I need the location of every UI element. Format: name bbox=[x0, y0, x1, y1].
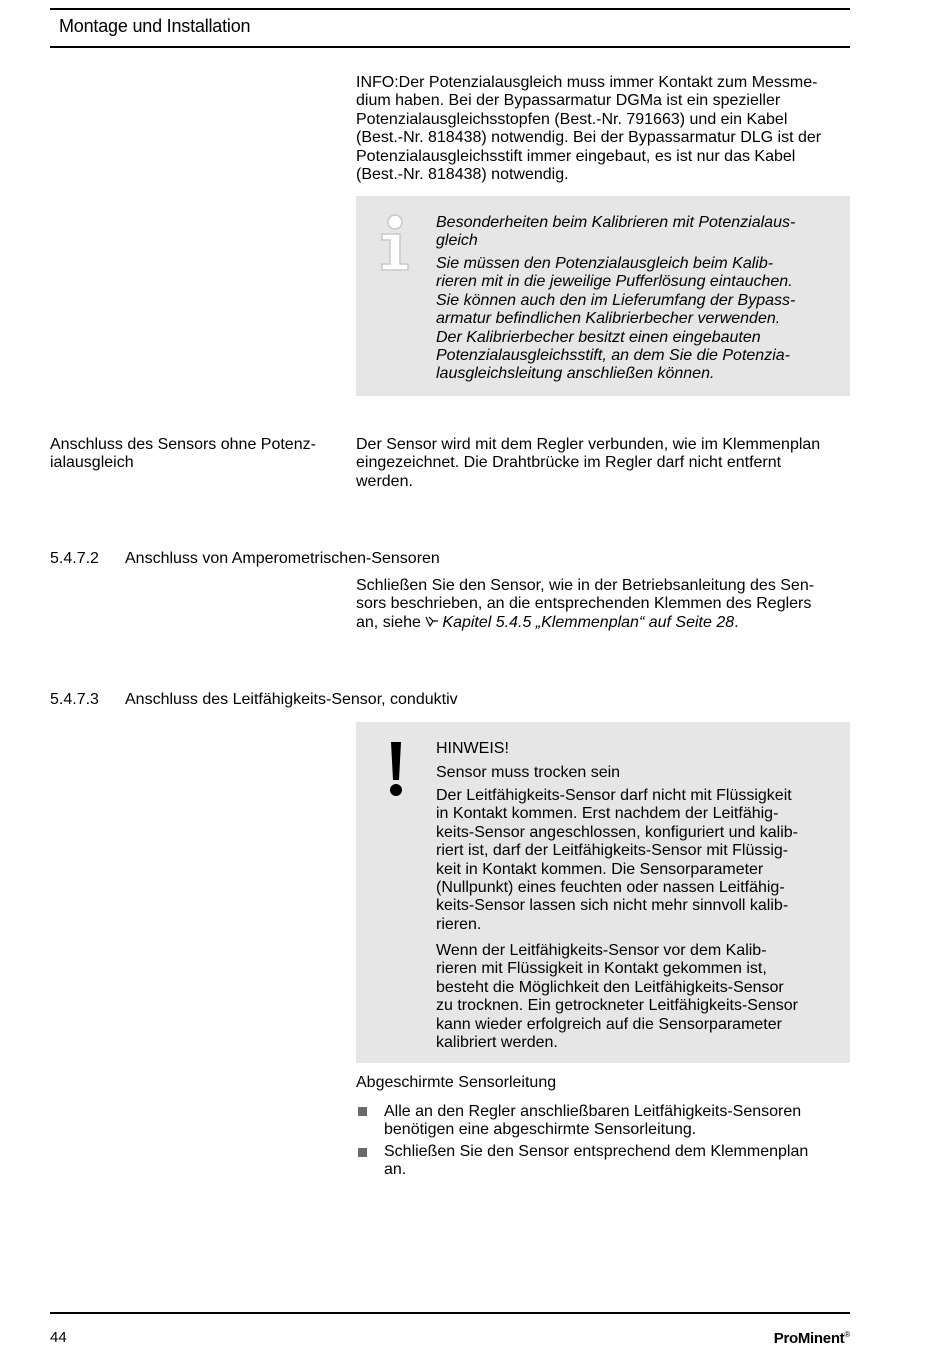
section-5472-line-3 bbox=[356, 614, 850, 632]
section-5472-line-1: Schließen Sie den Sensor, wie in der Betriebsanleitung des Sen- bbox=[356, 577, 815, 594]
shielded-item-1: Alle an den Regler anschließbaren Leitfähigkeits-Sensoren benötigen eine abgeschirmte Sensorleitung. bbox=[384, 1103, 802, 1139]
section-5472-line-2: sors beschrieben, an die entsprechenden Klemmen des Reglers bbox=[356, 595, 812, 613]
brand-logo bbox=[774, 1330, 850, 1347]
section-5472-title: Anschluss von Amperometrischen-Sensoren bbox=[125, 550, 440, 567]
shielded-title: Abgeschirmte Sensorleitung bbox=[356, 1074, 557, 1091]
page-number: 44 bbox=[50, 1329, 67, 1346]
header-top-rule bbox=[50, 8, 850, 10]
info-label: INFO: bbox=[356, 74, 399, 91]
notice-paragraph-1: Der Leitfähigkeits-Sensor darf nicht mit Flüssigkeit in Kontakt kommen. Erst nachdem der Leitfähig- keits-Sensor angeschlossen, konfiguriert und kalib- riert ist, darf der Leitfähigkeits-Sensor mit Flüssig- keit in Kontakt kommen. Die Sensorparameter (Nullpunkt) eines feuchten oder nassen Leitfähig- keits-Sensor lassen sich nicht mehr sinnvoll kalib- rieren. bbox=[436, 787, 798, 933]
notice-subheading: Sensor muss trocken sein bbox=[436, 764, 621, 781]
exclamation-icon bbox=[388, 742, 404, 798]
header-bottom-rule bbox=[50, 46, 850, 48]
link-arrow-icon bbox=[425, 615, 439, 628]
bullet-1 bbox=[358, 1107, 367, 1116]
info-text: Der Potenzialausgleich muss immer Kontakt zum Messme- dium haben. Bei der Bypassarmatur DGMa ist ein spezieller Potenzialausgleichsstopfen (Best.-Nr. 791663) und ein Kabel (Best.-Nr. 818438) notwendig. Bei der Bypassarmatur DLG ist der Potenzialausgleichsstift immer eingebaut, es ist nur das Kabel (Best.-Nr. 818438) notwendig. bbox=[356, 74, 822, 184]
info-paragraph bbox=[356, 74, 850, 184]
bullet-2 bbox=[358, 1148, 367, 1157]
info-box-title: Besonderheiten beim Kalibrieren mit Potenzialaus- gleich bbox=[436, 214, 796, 250]
page-header-title: Montage und Installation bbox=[59, 16, 251, 36]
section-5473-title: Anschluss des Leitfähigkeits-Sensor, conduktiv bbox=[125, 691, 458, 708]
info-box-body: Sie müssen den Potenzialausgleich beim Kalib- rieren mit in die jeweilige Pufferlösung eintauchen. Sie können auch den im Lieferumfang der Bypass- armatur befindlichen Kalibrierbecher verwenden. Der Kalibrierbecher besitzt einen eingebauten Potenzialausgleichsstift, an dem Sie die Potenzia- lausgleichsleitung anschließen können. bbox=[436, 255, 796, 383]
footer-rule bbox=[50, 1312, 850, 1314]
calibration-info-box bbox=[356, 196, 850, 396]
section-5472-line-3-suffix: . bbox=[734, 613, 739, 631]
brand-registered-mark: ® bbox=[844, 1330, 850, 1339]
info-icon bbox=[378, 214, 412, 272]
brand-name: ProMinent bbox=[773, 1330, 845, 1347]
notice-heading: HINWEIS! bbox=[436, 740, 509, 757]
section-5472-text bbox=[356, 577, 850, 632]
sensor-no-eq-label: Anschluss des Sensors ohne Potenz- ialausgleich bbox=[50, 436, 316, 472]
notice-box bbox=[356, 722, 850, 1063]
section-5472-number: 5.4.7.2 bbox=[50, 550, 99, 567]
klemmenplan-link[interactable]: Kapitel 5.4.5 „Klemmenplan“ auf Seite 28 bbox=[442, 613, 735, 631]
notice-paragraph-2: Wenn der Leitfähigkeits-Sensor vor dem Kalib- rieren mit Flüssigkeit in Kontakt gekommen ist, besteht die Möglichkeit den Leitfähigkeits-Sensor zu trocknen. Ein getrockneter Leitfähigkeits-Sensor kann wieder erfolgreich auf die Sensorparameter kalibriert werden. bbox=[436, 942, 798, 1052]
section-5473-number: 5.4.7.3 bbox=[50, 691, 99, 708]
section-5472-line-3-prefix: an, siehe bbox=[356, 613, 426, 631]
sensor-no-eq-text: Der Sensor wird mit dem Regler verbunden, wie im Klemmenplan eingezeichnet. Die Drahtbrücke im Regler darf nicht entfernt werden. bbox=[356, 436, 821, 490]
shielded-item-2: Schließen Sie den Sensor entsprechend dem Klemmenplan an. bbox=[384, 1143, 809, 1179]
